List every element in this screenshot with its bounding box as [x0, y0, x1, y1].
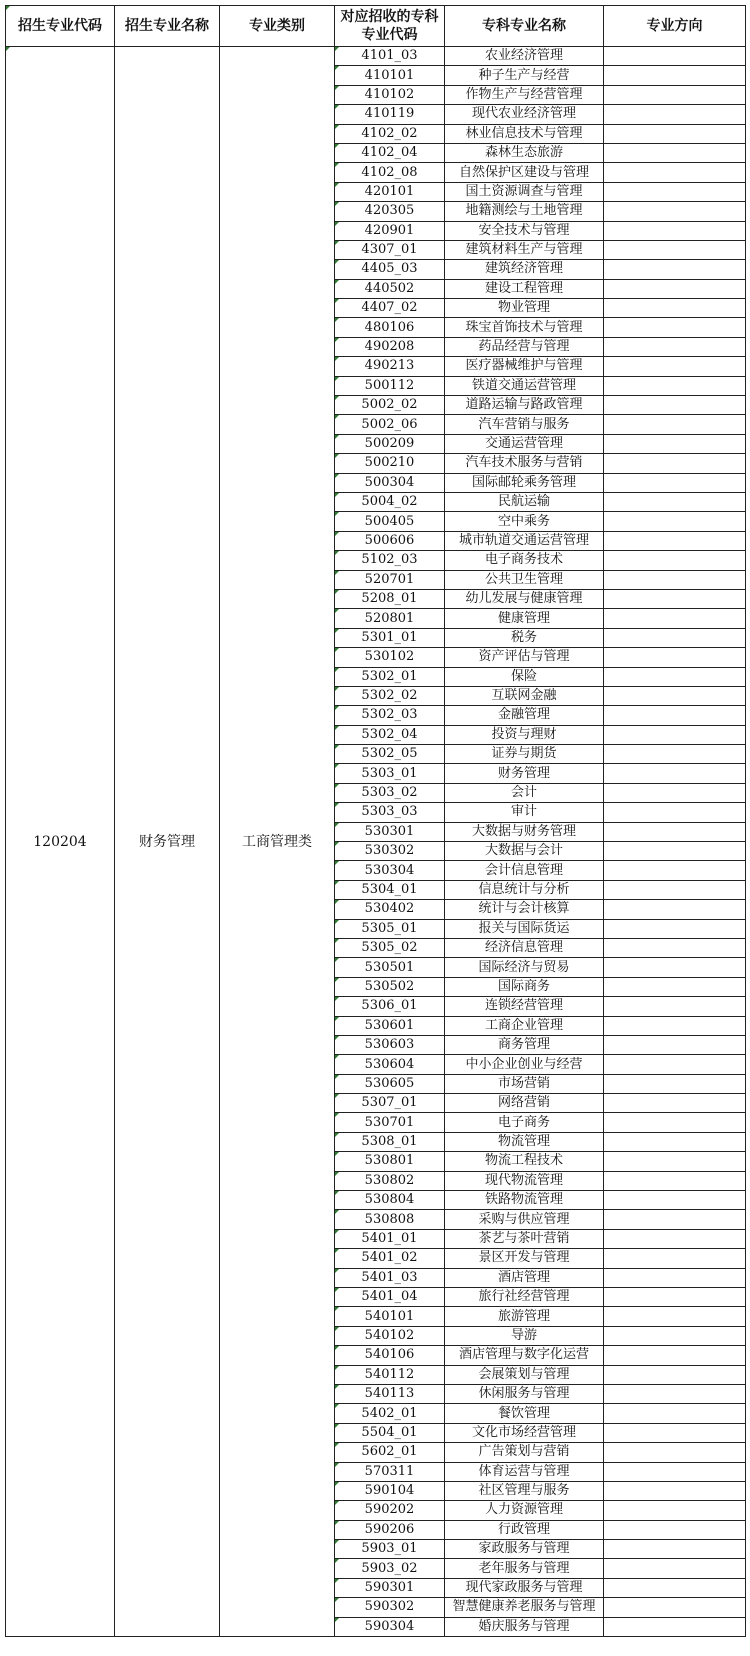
specialty-code-cell: 530502 [335, 977, 445, 996]
specialty-code-cell: 490208 [335, 337, 445, 356]
direction-cell [604, 415, 746, 434]
specialty-name-cell: 电子商务 [445, 1113, 604, 1132]
specialty-name-cell: 物业管理 [445, 299, 604, 318]
specialty-name-cell: 导游 [445, 1326, 604, 1345]
specialty-name-cell: 国土资源调查与管理 [445, 182, 604, 201]
direction-cell [604, 66, 746, 85]
specialty-name-cell: 安全技术与管理 [445, 221, 604, 240]
specialty-name-cell: 电子商务技术 [445, 551, 604, 570]
direction-cell [604, 396, 746, 415]
direction-cell [604, 900, 746, 919]
direction-cell [604, 163, 746, 182]
specialty-code-cell: 530804 [335, 1191, 445, 1210]
direction-cell [604, 1307, 746, 1326]
specialty-name-cell: 种子生产与经营 [445, 66, 604, 85]
specialty-name-cell: 信息统计与分析 [445, 880, 604, 899]
specialty-code-cell: 530302 [335, 842, 445, 861]
specialty-name-cell: 交通运营管理 [445, 434, 604, 453]
specialty-code-cell: 540102 [335, 1326, 445, 1345]
specialty-name-cell: 酒店管理与数字化运营 [445, 1346, 604, 1365]
direction-cell [604, 1578, 746, 1597]
specialty-name-cell: 幼儿发展与健康管理 [445, 589, 604, 608]
direction-cell [604, 1346, 746, 1365]
specialty-name-cell: 证券与期货 [445, 745, 604, 764]
specialty-name-cell: 建筑材料生产与管理 [445, 240, 604, 259]
specialty-name-cell: 工商企业管理 [445, 1016, 604, 1035]
specialty-name-cell: 投资与理财 [445, 725, 604, 744]
specialty-code-cell: 5903_02 [335, 1559, 445, 1578]
header-major-category: 专业类别 [220, 6, 335, 47]
direction-cell [604, 1520, 746, 1539]
direction-cell [604, 609, 746, 628]
specialty-name-cell: 物流管理 [445, 1132, 604, 1151]
direction-cell [604, 357, 746, 376]
direction-cell [604, 570, 746, 589]
direction-cell [604, 1462, 746, 1481]
major-category-cell: 工商管理类 [220, 47, 335, 1637]
direction-cell [604, 1384, 746, 1403]
specialty-code-cell: 530301 [335, 822, 445, 841]
specialty-name-cell: 会计 [445, 783, 604, 802]
specialty-code-cell: 590202 [335, 1501, 445, 1520]
specialty-code-cell: 410101 [335, 66, 445, 85]
specialty-name-cell: 铁路物流管理 [445, 1191, 604, 1210]
direction-cell [604, 1210, 746, 1229]
specialty-code-cell: 540112 [335, 1365, 445, 1384]
specialty-name-cell: 农业经济管理 [445, 47, 604, 66]
specialty-code-cell: 540101 [335, 1307, 445, 1326]
specialty-code-cell: 5305_01 [335, 919, 445, 938]
direction-cell [604, 105, 746, 124]
specialty-code-cell: 5208_01 [335, 589, 445, 608]
specialty-name-cell: 物流工程技术 [445, 1152, 604, 1171]
specialty-code-cell: 530802 [335, 1171, 445, 1190]
specialty-name-cell: 广告策划与营销 [445, 1443, 604, 1462]
specialty-code-cell: 500405 [335, 512, 445, 531]
specialty-code-cell: 4407_02 [335, 299, 445, 318]
direction-cell [604, 803, 746, 822]
specialty-name-cell: 酒店管理 [445, 1268, 604, 1287]
specialty-name-cell: 珠宝首饰技术与管理 [445, 318, 604, 337]
header-specialty-code: 对应招收的专科专业代码 [335, 6, 445, 47]
direction-cell [604, 628, 746, 647]
specialty-code-cell: 440502 [335, 279, 445, 298]
direction-cell [604, 745, 746, 764]
specialty-code-cell: 500606 [335, 531, 445, 550]
specialty-code-cell: 530604 [335, 1055, 445, 1074]
specialty-name-cell: 地籍测绘与土地管理 [445, 202, 604, 221]
specialty-name-cell: 现代家政服务与管理 [445, 1578, 604, 1597]
specialty-name-cell: 国际商务 [445, 977, 604, 996]
direction-cell [604, 1365, 746, 1384]
specialty-name-cell: 现代物流管理 [445, 1171, 604, 1190]
specialty-code-cell: 520701 [335, 570, 445, 589]
specialty-code-cell: 530102 [335, 648, 445, 667]
specialty-name-cell: 连锁经营管理 [445, 997, 604, 1016]
direction-cell [604, 1171, 746, 1190]
specialty-code-cell: 5302_03 [335, 706, 445, 725]
specialty-code-cell: 420305 [335, 202, 445, 221]
direction-cell [604, 1249, 746, 1268]
direction-cell [604, 1423, 746, 1442]
direction-cell [604, 376, 746, 395]
major-name-cell: 财务管理 [115, 47, 220, 1637]
direction-cell [604, 551, 746, 570]
specialty-code-cell: 530808 [335, 1210, 445, 1229]
specialty-name-cell: 体育运营与管理 [445, 1462, 604, 1481]
direction-cell [604, 1016, 746, 1035]
specialty-name-cell: 税务 [445, 628, 604, 647]
specialty-name-cell: 采购与供应管理 [445, 1210, 604, 1229]
specialty-code-cell: 5305_02 [335, 938, 445, 957]
direction-cell [604, 1035, 746, 1054]
specialty-code-cell: 5304_01 [335, 880, 445, 899]
direction-cell [604, 822, 746, 841]
specialty-code-cell: 500304 [335, 473, 445, 492]
specialty-name-cell: 健康管理 [445, 609, 604, 628]
direction-cell [604, 143, 746, 162]
direction-cell [604, 938, 746, 957]
specialty-code-cell: 420101 [335, 182, 445, 201]
specialty-code-cell: 530501 [335, 958, 445, 977]
specialty-code-cell: 5306_01 [335, 997, 445, 1016]
specialty-code-cell: 4101_03 [335, 47, 445, 66]
specialty-code-cell: 590304 [335, 1617, 445, 1636]
direction-cell [604, 124, 746, 143]
specialty-code-cell: 5401_03 [335, 1268, 445, 1287]
specialty-name-cell: 报关与国际货运 [445, 919, 604, 938]
specialty-name-cell: 餐饮管理 [445, 1404, 604, 1423]
direction-cell [604, 47, 746, 66]
specialty-code-cell: 5301_01 [335, 628, 445, 647]
specialty-code-cell: 500112 [335, 376, 445, 395]
specialty-code-cell: 5308_01 [335, 1132, 445, 1151]
direction-cell [604, 1501, 746, 1520]
specialty-code-cell: 5302_05 [335, 745, 445, 764]
direction-cell [604, 512, 746, 531]
specialty-code-cell: 5303_01 [335, 764, 445, 783]
specialty-code-cell: 5504_01 [335, 1423, 445, 1442]
direction-cell [604, 1288, 746, 1307]
specialty-name-cell: 统计与会计核算 [445, 900, 604, 919]
specialty-code-cell: 5602_01 [335, 1443, 445, 1462]
direction-cell [604, 1229, 746, 1248]
specialty-code-cell: 530304 [335, 861, 445, 880]
direction-cell [604, 1152, 746, 1171]
specialty-name-cell: 会展策划与管理 [445, 1365, 604, 1384]
direction-cell [604, 997, 746, 1016]
direction-cell [604, 958, 746, 977]
specialty-code-cell: 5303_03 [335, 803, 445, 822]
direction-cell [604, 764, 746, 783]
specialty-name-cell: 国际经济与贸易 [445, 958, 604, 977]
direction-cell [604, 85, 746, 104]
header-specialty-name: 专科专业名称 [445, 6, 604, 47]
specialty-name-cell: 作物生产与经营管理 [445, 85, 604, 104]
specialty-code-cell: 5401_02 [335, 1249, 445, 1268]
specialty-code-cell: 4102_08 [335, 163, 445, 182]
header-row [6, 6, 746, 47]
direction-cell [604, 1559, 746, 1578]
specialty-code-cell: 4102_02 [335, 124, 445, 143]
direction-cell [604, 1540, 746, 1559]
direction-cell [604, 1074, 746, 1093]
specialty-code-cell: 4307_01 [335, 240, 445, 259]
direction-cell [604, 725, 746, 744]
specialty-name-cell: 医疗器械维护与管理 [445, 357, 604, 376]
specialty-name-cell: 中小企业创业与经营 [445, 1055, 604, 1074]
specialty-code-cell: 5401_01 [335, 1229, 445, 1248]
header-direction: 专业方向 [604, 6, 746, 47]
specialty-name-cell: 会计信息管理 [445, 861, 604, 880]
major-code-cell: 120204 [6, 47, 115, 1637]
specialty-code-cell: 540113 [335, 1384, 445, 1403]
specialty-name-cell: 婚庆服务与管理 [445, 1617, 604, 1636]
specialty-code-cell: 500209 [335, 434, 445, 453]
direction-cell [604, 783, 746, 802]
specialty-name-cell: 茶艺与茶叶营销 [445, 1229, 604, 1248]
direction-cell [604, 1481, 746, 1500]
header-major-code: 招生专业代码 [6, 6, 115, 47]
specialty-name-cell: 审计 [445, 803, 604, 822]
table-row [6, 47, 746, 66]
specialty-code-cell: 5903_01 [335, 1540, 445, 1559]
specialty-code-cell: 590206 [335, 1520, 445, 1539]
specialty-code-cell: 410119 [335, 105, 445, 124]
specialty-name-cell: 林业信息技术与管理 [445, 124, 604, 143]
specialty-code-cell: 530603 [335, 1035, 445, 1054]
specialty-name-cell: 铁道交通运营管理 [445, 376, 604, 395]
specialty-name-cell: 现代农业经济管理 [445, 105, 604, 124]
specialty-code-cell: 5307_01 [335, 1094, 445, 1113]
direction-cell [604, 473, 746, 492]
direction-cell [604, 1094, 746, 1113]
direction-cell [604, 1113, 746, 1132]
direction-cell [604, 1132, 746, 1151]
direction-cell [604, 318, 746, 337]
specialty-code-cell: 500210 [335, 454, 445, 473]
direction-cell [604, 1404, 746, 1423]
specialty-name-cell: 保险 [445, 667, 604, 686]
specialty-code-cell: 4102_04 [335, 143, 445, 162]
specialty-code-cell: 5002_02 [335, 396, 445, 415]
specialty-name-cell: 空中乘务 [445, 512, 604, 531]
specialty-name-cell: 老年服务与管理 [445, 1559, 604, 1578]
direction-cell [604, 842, 746, 861]
direction-cell [604, 221, 746, 240]
direction-cell [604, 299, 746, 318]
specialty-code-cell: 5401_04 [335, 1288, 445, 1307]
specialty-name-cell: 经济信息管理 [445, 938, 604, 957]
specialty-code-cell: 530801 [335, 1152, 445, 1171]
specialty-code-cell: 520801 [335, 609, 445, 628]
direction-cell [604, 454, 746, 473]
specialty-code-cell: 590302 [335, 1598, 445, 1617]
specialty-code-cell: 410102 [335, 85, 445, 104]
specialty-name-cell: 旅游管理 [445, 1307, 604, 1326]
specialty-code-cell: 590301 [335, 1578, 445, 1597]
specialty-code-cell: 5102_03 [335, 551, 445, 570]
specialty-name-cell: 行政管理 [445, 1520, 604, 1539]
major-mapping-table [5, 5, 746, 1637]
direction-cell [604, 1443, 746, 1462]
specialty-code-cell: 530701 [335, 1113, 445, 1132]
direction-cell [604, 1268, 746, 1287]
specialty-name-cell: 市场营销 [445, 1074, 604, 1093]
direction-cell [604, 337, 746, 356]
specialty-name-cell: 道路运输与路政管理 [445, 396, 604, 415]
direction-cell [604, 648, 746, 667]
direction-cell [604, 182, 746, 201]
specialty-code-cell: 4405_03 [335, 260, 445, 279]
specialty-name-cell: 大数据与财务管理 [445, 822, 604, 841]
direction-cell [604, 919, 746, 938]
specialty-name-cell: 家政服务与管理 [445, 1540, 604, 1559]
direction-cell [604, 260, 746, 279]
direction-cell [604, 977, 746, 996]
specialty-code-cell: 570311 [335, 1462, 445, 1481]
specialty-name-cell: 商务管理 [445, 1035, 604, 1054]
specialty-code-cell: 5303_02 [335, 783, 445, 802]
direction-cell [604, 880, 746, 899]
specialty-code-cell: 5302_02 [335, 686, 445, 705]
specialty-code-cell: 590104 [335, 1481, 445, 1500]
direction-cell [604, 861, 746, 880]
specialty-name-cell: 森林生态旅游 [445, 143, 604, 162]
specialty-code-cell: 420901 [335, 221, 445, 240]
specialty-name-cell: 自然保护区建设与管理 [445, 163, 604, 182]
specialty-name-cell: 汽车营销与服务 [445, 415, 604, 434]
specialty-code-cell: 5004_02 [335, 492, 445, 511]
specialty-code-cell: 5002_06 [335, 415, 445, 434]
specialty-code-cell: 530605 [335, 1074, 445, 1093]
direction-cell [604, 1326, 746, 1345]
specialty-name-cell: 建设工程管理 [445, 279, 604, 298]
specialty-name-cell: 旅行社经营管理 [445, 1288, 604, 1307]
direction-cell [604, 1598, 746, 1617]
specialty-code-cell: 530601 [335, 1016, 445, 1035]
direction-cell [604, 1191, 746, 1210]
specialty-name-cell: 资产评估与管理 [445, 648, 604, 667]
specialty-name-cell: 休闲服务与管理 [445, 1384, 604, 1403]
direction-cell [604, 706, 746, 725]
specialty-code-cell: 540106 [335, 1346, 445, 1365]
specialty-name-cell: 景区开发与管理 [445, 1249, 604, 1268]
specialty-name-cell: 网络营销 [445, 1094, 604, 1113]
specialty-name-cell: 公共卫生管理 [445, 570, 604, 589]
header-major-name: 招生专业名称 [115, 6, 220, 47]
specialty-code-cell: 5402_01 [335, 1404, 445, 1423]
direction-cell [604, 202, 746, 221]
specialty-name-cell: 大数据与会计 [445, 842, 604, 861]
specialty-name-cell: 金融管理 [445, 706, 604, 725]
specialty-name-cell: 城市轨道交通运营管理 [445, 531, 604, 550]
direction-cell [604, 240, 746, 259]
specialty-name-cell: 文化市场经营管理 [445, 1423, 604, 1442]
direction-cell [604, 1055, 746, 1074]
direction-cell [604, 1617, 746, 1636]
direction-cell [604, 434, 746, 453]
direction-cell [604, 667, 746, 686]
direction-cell [604, 589, 746, 608]
specialty-code-cell: 530402 [335, 900, 445, 919]
specialty-name-cell: 财务管理 [445, 764, 604, 783]
specialty-name-cell: 互联网金融 [445, 686, 604, 705]
specialty-name-cell: 智慧健康养老服务与管理 [445, 1598, 604, 1617]
direction-cell [604, 686, 746, 705]
specialty-name-cell: 药品经营与管理 [445, 337, 604, 356]
specialty-name-cell: 民航运输 [445, 492, 604, 511]
specialty-code-cell: 5302_04 [335, 725, 445, 744]
specialty-name-cell: 国际邮轮乘务管理 [445, 473, 604, 492]
specialty-name-cell: 社区管理与服务 [445, 1481, 604, 1500]
direction-cell [604, 492, 746, 511]
specialty-name-cell: 人力资源管理 [445, 1501, 604, 1520]
direction-cell [604, 279, 746, 298]
direction-cell [604, 531, 746, 550]
specialty-code-cell: 480106 [335, 318, 445, 337]
table-body [6, 47, 746, 1637]
specialty-code-cell: 5302_01 [335, 667, 445, 686]
specialty-name-cell: 建筑经济管理 [445, 260, 604, 279]
specialty-code-cell: 490213 [335, 357, 445, 376]
specialty-name-cell: 汽车技术服务与营销 [445, 454, 604, 473]
